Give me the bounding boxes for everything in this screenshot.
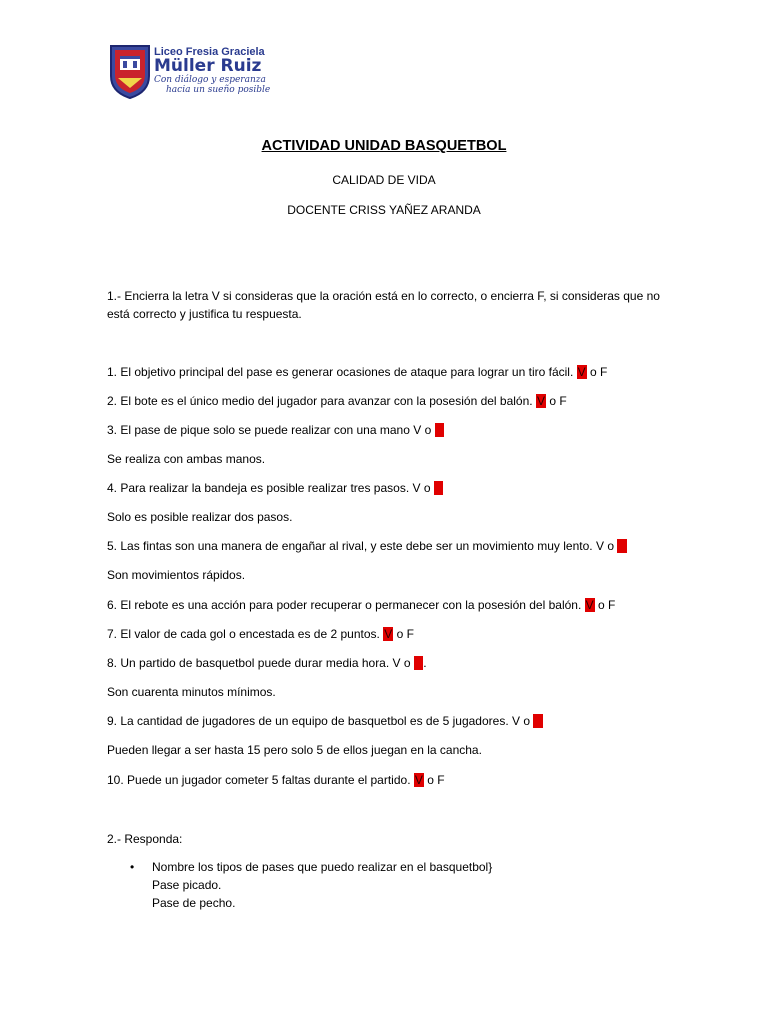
school-logo (108, 42, 271, 102)
connector-o: o (424, 423, 432, 437)
question-text: 10. Puede un jugador cometer 5 faltas durante el partido. (107, 773, 411, 787)
question-item (107, 772, 445, 788)
page-subtitle: CALIDAD DE VIDA (332, 173, 436, 187)
answer-v-selected[interactable]: V (384, 627, 393, 641)
question-item (107, 713, 543, 729)
question-text: 2. El bote es el único medio del jugador para avanzar con la posesión del balón. (107, 394, 533, 408)
instructions-text: 1.- Encierra la letra V si consideras que la oración está en lo correcto, o encierra F, si consideras que no está correcto y justifica tu respuesta. (107, 289, 660, 321)
connector-o: o (607, 539, 614, 553)
answer-v[interactable]: V (512, 714, 521, 728)
question-text: 7. El valor de cada gol o encestada es de 2 puntos. (107, 627, 380, 641)
question-text: 1. El objetivo principal del pase es generar ocasiones de ataque para lograr un tiro fácil. (107, 365, 574, 379)
answer-v[interactable]: V (595, 539, 604, 553)
logo-school-line2: Müller Ruiz (154, 56, 262, 76)
question-item (107, 597, 615, 613)
bullet-icon: • (130, 860, 135, 874)
answer-f[interactable]: F (608, 598, 616, 612)
question-text: 4. Para realizar la bandeja es posible realizar tres pasos. (107, 481, 410, 495)
answer-f[interactable]: F (559, 394, 567, 408)
question-item (107, 480, 443, 496)
connector-o: o (423, 481, 431, 495)
question-item: 8. Un partido de basquetbol puede durar media hora. V o F. (107, 656, 427, 670)
logo-motto-line2: hacia un sueño posible (166, 85, 271, 95)
justification-text: Pueden llegar a ser hasta 15 pero solo 5 de ellos juegan en la cancha. (107, 743, 482, 757)
question-item (107, 422, 444, 438)
question-text: 6. El rebote es una acción para poder recuperar o permanecer con la posesión del balón. (107, 598, 582, 612)
answer-v[interactable]: V (392, 656, 401, 670)
answer-f[interactable]: F (437, 773, 445, 787)
question-text: Nombre los tipos de pases que puedo realizar en el basquetbol} (152, 860, 493, 874)
connector-o: o (396, 627, 404, 641)
question-text: 5. Las fintas son una manera de engañar al rival, y este debe ser un movimiento muy lento. (107, 539, 593, 553)
answer-line: Pase picado. (152, 878, 222, 892)
question-item (107, 364, 607, 380)
answer-v-selected[interactable]: V (536, 394, 545, 408)
connector-o: o (523, 714, 531, 728)
question-text: 3. El pase de pique solo se puede realizar con una mano (107, 423, 410, 437)
answer-f[interactable]: F (600, 365, 608, 379)
logo-school-line1: Liceo Fresia Graciela (154, 46, 265, 58)
question-item (107, 538, 627, 554)
question-item (107, 626, 414, 642)
question-text: 9. La cantidad de jugadores de un equipo de basquetbol es de 5 jugadores. (107, 714, 509, 728)
question-text: 8. Un partido de basquetbol puede durar media hora. (107, 656, 390, 670)
answer-f[interactable]: F (406, 627, 414, 641)
answer-v-selected[interactable]: V (585, 598, 594, 612)
logo-motto-line1: Con diálogo y esperanza (154, 75, 266, 85)
teacher-name: DOCENTE CRISS YAÑEZ ARANDA (287, 203, 481, 217)
school-crest-icon (108, 42, 152, 100)
page-title: ACTIVIDAD UNIDAD BASQUETBOL (261, 138, 507, 154)
connector-o: o (598, 598, 605, 612)
justification-text: Se realiza con ambas manos. (107, 452, 266, 466)
answer-v[interactable]: V (412, 481, 421, 495)
answer-f-selected[interactable]: F (618, 539, 626, 553)
justification-text: Solo es posible realizar dos pasos. (107, 510, 293, 524)
section2-heading: 2.- Responda: (107, 832, 183, 846)
answer-f-selected[interactable]: F (434, 481, 443, 495)
answer-f-selected[interactable]: F (534, 714, 542, 728)
connector-o: o (427, 773, 434, 787)
answer-f-selected[interactable]: F (435, 423, 443, 437)
answer-v-selected[interactable]: V (414, 773, 423, 787)
connector-o: o (590, 365, 597, 379)
answer-v-selected[interactable]: V (577, 365, 586, 379)
justification-text: Son movimientos rápidos. (107, 568, 246, 582)
question-item (107, 393, 567, 409)
answer-v[interactable]: V (413, 423, 422, 437)
connector-o: o (549, 394, 557, 408)
connector-o: o (403, 656, 411, 670)
answer-line: Pase de pecho. (152, 896, 236, 910)
answer-f-selected[interactable]: F (414, 656, 423, 670)
justification-text: Son cuarenta minutos mínimos. (107, 685, 276, 699)
